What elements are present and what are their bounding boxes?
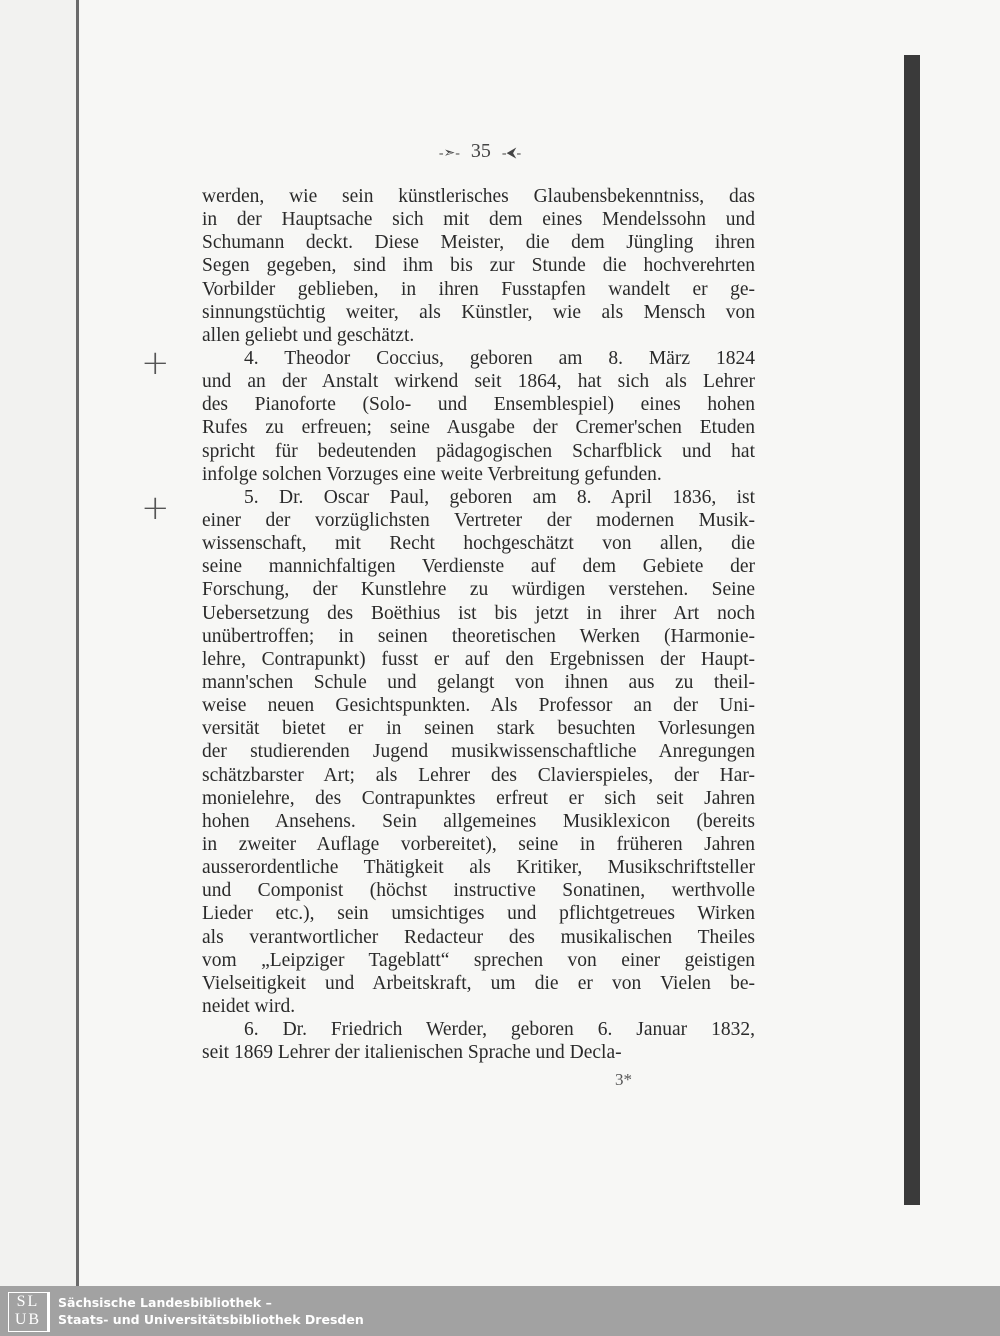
text-line: sinnungstüchtig weiter, als Künstler, wie als Mensch von [202,301,755,323]
signature-mark: 3* [615,1070,632,1089]
text-line: Vorbilder geblieben, in ihren Fusstapfen wandelt er ge- [202,278,755,300]
text-line: seine mannichfaltigen Verdienste auf dem Gebiete der [202,556,755,578]
logo-divider [48,1292,50,1332]
text-line: des Pianoforte (Solo- und Ensemblespiel) eines hohen [202,394,755,416]
text-line: und an der Anstalt wirkend seit 1864, hat sich als Lehrer [202,371,755,393]
text-line: Segen gegeben, sind ihm bis zur Stunde die hochverehrten [202,255,755,277]
library-name-line2: Staats- und Universitätsbibliothek Dresden [58,1312,364,1327]
library-name [58,1294,364,1328]
text-line: in der Hauptsache sich mit dem eines Mendelssohn und [202,209,755,231]
page-header [400,140,560,163]
text-line: mann'schen Schule und gelangt von ihnen aus zu theil- [202,671,755,693]
margin-mark: + [141,488,170,528]
library-name-line1: Sächsische Landesbibliothek – [58,1295,272,1310]
text-line: allen geliebt und geschätzt. [202,324,415,346]
slub-logo [8,1292,48,1332]
background [920,0,1000,1286]
logo-text-bottom: UB [14,1311,42,1328]
text-line: ausserordentliche Thätigkeit als Kritiker, Musikschriftsteller [202,857,755,879]
logo-text-top: SL [16,1293,40,1310]
text-line: der studierenden Jugend musikwissenschaftliche Anregungen [202,741,755,763]
text-line: monielehre, des Contrapunktes erfreut er sich seit Jahren [202,787,755,809]
text-line: wissenschaft, mit Recht hochgeschätzt von allen, die [202,533,755,555]
text-line: infolge solchen Vorzuges eine weite Verbreitung gefunden. [202,463,662,485]
text-line: lehre, Contrapunkt) fusst er auf den Ergebnissen der Haupt- [202,648,755,670]
book-edge [904,55,920,1205]
left-page-edge [0,0,78,1286]
text-line: als verantwortlicher Redacteur des musikalischen Theiles [202,926,755,948]
text-line: seit 1869 Lehrer der italienischen Sprache und Decla- [202,1042,622,1064]
text-line: Schumann deckt. Diese Meister, die dem Jüngling ihren [202,232,755,254]
text-line: 5. Dr. Oscar Paul, geboren am 8. April 1836, ist [244,486,755,508]
text-line: weise neuen Gesichtspunkten. Als Professor an der Uni- [202,695,755,717]
text-line: in zweiter Auflage vorbereitet), seine in früheren Jahren [202,833,755,855]
page-number: 35 [470,140,491,162]
text-line: einer der vorzüglichsten Vertreter der modernen Musik- [202,509,755,531]
body-text [202,185,755,1064]
text-line: vom „Leipziger Tageblatt“ sprechen von einer geistigen [202,949,755,971]
text-line: Forschung, der Kunstlehre zu würdigen verstehen. Seine [202,579,755,601]
text-line: Vielseitigkeit und Arbeitskraft, um die er von Vielen be- [202,972,755,994]
margin-mark: + [141,343,170,383]
text-line: 4. Theodor Coccius, geboren am 8. März 1824 [244,347,755,369]
text-line: 6. Dr. Friedrich Werder, geboren 6. Januar 1832, [244,1019,755,1041]
ornament-right-icon: -⮜- [501,146,522,161]
text-line: unübertroffen; in seinen theoretischen Werken (Harmonie- [202,625,755,647]
ornament-left-icon: -➣- [438,146,460,161]
text-line: schätzbarster Art; als Lehrer des Clavierspieles, der Har- [202,764,755,786]
text-line: Lieder etc.), sein umsichtiges und pflichtgetreues Wirken [202,903,755,925]
text-line: spricht für bedeutenden pädagogischen Scharfblick und hat [202,440,755,462]
text-line: hohen Ansehens. Sein allgemeines Musiklexicon (bereits [202,810,755,832]
text-line: Uebersetzung des Boëthius ist bis jetzt in ihrer Art noch [202,602,755,624]
text-line: werden, wie sein künstlerisches Glaubensbekenntniss, das [202,186,755,207]
text-line: versität bietet er in seinen stark besuchten Vorlesungen [202,718,755,740]
text-line: Rufes zu erfreuen; seine Ausgabe der Cremer'schen Etuden [202,417,755,439]
book-gutter [76,0,79,1286]
text-line: neidet wird. [202,995,296,1017]
library-footer [0,1286,1000,1336]
text-line: und Componist (höchst instructive Sonatinen, werthvolle [202,880,755,902]
